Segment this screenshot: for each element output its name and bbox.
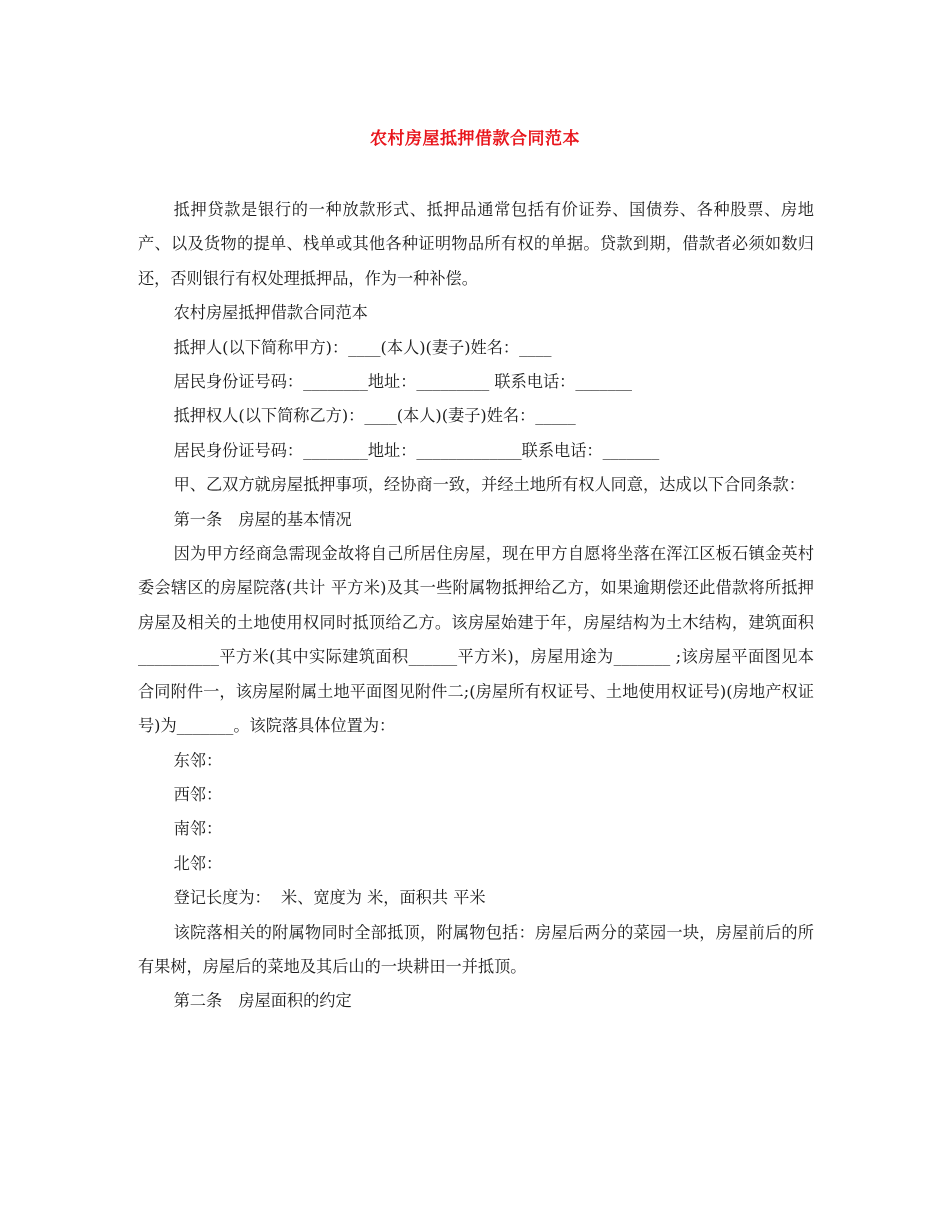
article-2-heading: 第二条 房屋面积的约定 bbox=[173, 991, 352, 1011]
paragraph-north-neighbor: 北邻： bbox=[173, 853, 223, 873]
paragraph-mortgagee-id: 居民身份证号码：________地址：_____________联系电话：_______ bbox=[173, 440, 660, 460]
paragraph-east-neighbor: 东邻： bbox=[173, 750, 223, 770]
paragraph-intro: 抵押贷款是银行的一种放款形式、抵押品通常包括有价证券、国债券、各种股票、房地产、以及货物的提单、栈单或其他各种证明物品所有权的单据。贷款到期，借款者必须如数归还，否则银行有权处理抵押品，作为一种补偿。 bbox=[138, 200, 814, 288]
paragraph-west-neighbor: 西邻： bbox=[173, 784, 223, 804]
document-title: 农村房屋抵押借款合同范本 bbox=[370, 129, 580, 149]
paragraph-agreement: 甲、乙双方就房屋抵押事项，经协商一致，并经土地所有权人同意，达成以下合同条款： bbox=[173, 475, 805, 495]
paragraph-mortgagor-id: 居民身份证号码：________地址：_________ 联系电话：_______ bbox=[173, 372, 633, 392]
paragraph-south-neighbor: 南邻： bbox=[173, 819, 223, 839]
paragraph-attachments: 该院落相关的附属物同时全部抵顶，附属物包括：房屋后两分的菜园一块，房屋前后的所有果树，房屋后的菜地及其后山的一块耕田一并抵顶。 bbox=[138, 922, 814, 976]
paragraph-mortgagor: 抵押人(以下简称甲方)：____(本人)(妻子)姓名：____ bbox=[173, 337, 552, 357]
document-body bbox=[138, 193, 814, 1019]
article-1-heading: 第一条 房屋的基本情况 bbox=[173, 509, 352, 529]
paragraph-dimensions: 登记长度为： 米、宽度为 米，面积共 平米 bbox=[173, 888, 486, 908]
paragraph-subtitle: 农村房屋抵押借款合同范本 bbox=[173, 303, 368, 323]
article-1-body: 因为甲方经商急需现金故将自己所居住房屋，现在甲方自愿将坐落在浑江区板石镇金英村委会辖区的房屋院落(共计 平方米)及其一些附属物抵押给乙方，如果逾期偿还此借款将所抵押房屋及相关的土地使用权同时抵顶给乙方。该房屋始建于年，房屋结构为土木结构，建筑面积__________平方米(其中实际建筑面积______平方米)，房屋用途为_______ ;该房屋平面图见本合同附件一，该房屋附属土地平面图见附件二;(房屋所有权证号、土地使用权证号)(房地产权证号)为_______。该院落具体位置为： bbox=[138, 544, 814, 736]
paragraph-mortgagee: 抵押权人(以下简称乙方)：____(本人)(妻子)姓名：_____ bbox=[173, 406, 576, 426]
